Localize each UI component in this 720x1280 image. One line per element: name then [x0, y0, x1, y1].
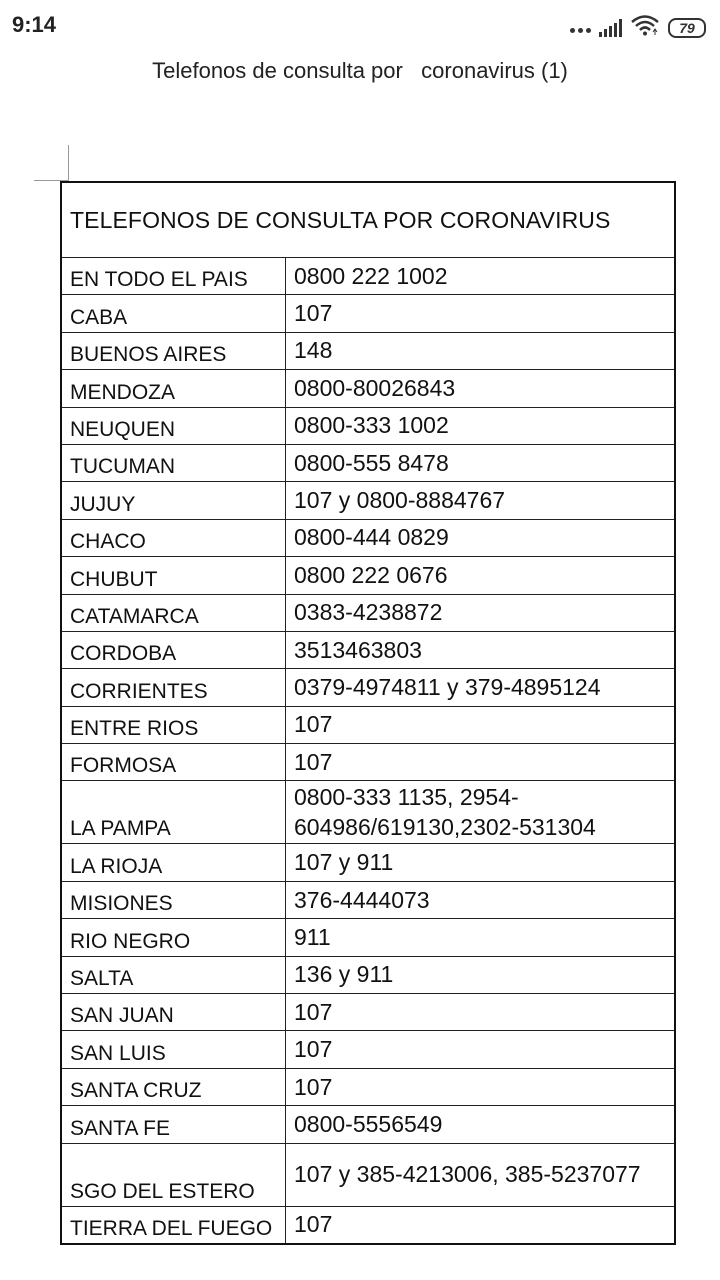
phone-cell: 0800-333 1135, 2954-604986/619130,2302-531304	[294, 783, 596, 840]
table-row	[62, 520, 674, 557]
battery-icon	[668, 18, 706, 38]
phone-cell: 0800-444 0829	[294, 524, 449, 551]
phone-cell: 107	[294, 711, 333, 738]
table-row	[62, 957, 674, 994]
province-cell: CHUBUT	[62, 557, 286, 593]
province-cell: SAN LUIS	[62, 1031, 286, 1067]
province-cell: MENDOZA	[62, 370, 286, 406]
table-row	[62, 258, 674, 295]
phone-cell: 0383-4238872	[294, 599, 443, 626]
province-cell: SAN JUAN	[62, 994, 286, 1030]
table-row	[62, 781, 674, 844]
signal-icon	[599, 19, 622, 37]
province-cell: CORRIENTES	[62, 669, 286, 705]
phone-cell: 107	[294, 300, 333, 327]
table-row	[62, 557, 674, 594]
table-row	[62, 445, 674, 482]
table-row	[62, 1106, 674, 1143]
phone-cell: 107	[294, 1073, 333, 1100]
province-cell: TUCUMAN	[62, 445, 286, 481]
battery-level: 79	[679, 19, 695, 36]
phone-cell: 107	[294, 748, 333, 775]
province-cell: FORMOSA	[62, 744, 286, 780]
province-cell: CATAMARCA	[62, 595, 286, 631]
province-cell: LA PAMPA	[62, 781, 286, 843]
phone-cell: 136 y 911	[294, 961, 394, 988]
phone-cell: 911	[294, 923, 331, 950]
phone-cell: 0800-80026843	[294, 374, 456, 401]
crop-mark-vertical	[68, 145, 69, 181]
phone-cell: 0800 222 0676	[294, 561, 448, 588]
phone-cell: 107 y 385-4213006, 385-5237077	[294, 1161, 641, 1188]
phone-cell: 0800 222 1002	[294, 262, 448, 289]
table-row	[62, 669, 674, 706]
table-row	[62, 707, 674, 744]
province-cell: JUJUY	[62, 482, 286, 518]
table-row	[62, 1144, 674, 1207]
table-body	[62, 258, 674, 1243]
table-row	[62, 408, 674, 445]
table-row	[62, 595, 674, 632]
document-title: Telefonos de consulta por coronavirus (1)	[152, 58, 568, 83]
phone-cell: 0800-333 1002	[294, 412, 449, 439]
status-bar	[0, 0, 720, 52]
table-row	[62, 882, 674, 919]
province-cell: TIERRA DEL FUEGO	[62, 1207, 286, 1243]
phone-cell: 107 y 0800-8884767	[294, 487, 506, 514]
province-cell: SANTA CRUZ	[62, 1069, 286, 1105]
province-cell: ENTRE RIOS	[62, 707, 286, 743]
table-row	[62, 1207, 674, 1243]
phone-cell: 107	[294, 1036, 333, 1063]
status-time: 9:14	[12, 12, 57, 37]
province-cell: CABA	[62, 295, 286, 331]
province-cell: SGO DEL ESTERO	[62, 1144, 286, 1206]
phone-cell: 376-4444073	[294, 886, 430, 913]
province-cell: BUENOS AIRES	[62, 333, 286, 369]
table-row	[62, 370, 674, 407]
phone-cell: 0800-5556549	[294, 1110, 443, 1137]
more-dots-icon	[570, 28, 591, 33]
province-cell: CHACO	[62, 520, 286, 556]
province-cell: EN TODO EL PAIS	[62, 258, 286, 294]
phone-cell: 0800-555 8478	[294, 449, 449, 476]
table-row	[62, 333, 674, 370]
phone-cell: 107	[294, 1211, 333, 1238]
province-cell: SANTA FE	[62, 1106, 286, 1142]
table-row	[62, 744, 674, 781]
phone-cell: 148	[294, 337, 333, 364]
province-cell: MISIONES	[62, 882, 286, 918]
table-row	[62, 919, 674, 956]
table-row	[62, 632, 674, 669]
table-header: TELEFONOS DE CONSULTA POR CORONAVIRUS	[62, 183, 674, 258]
phone-table	[60, 181, 676, 1245]
table-row	[62, 1031, 674, 1068]
province-cell: RIO NEGRO	[62, 919, 286, 955]
province-cell: NEUQUEN	[62, 408, 286, 444]
province-cell: SALTA	[62, 957, 286, 993]
phone-cell: 3513463803	[294, 636, 422, 663]
status-icons	[570, 14, 706, 41]
table-row	[62, 1069, 674, 1106]
table-row	[62, 295, 674, 332]
phone-cell: 0379-4974811 y 379-4895124	[294, 673, 601, 700]
phone-cell: 107	[294, 998, 333, 1025]
table-row	[62, 482, 674, 519]
province-cell: CORDOBA	[62, 632, 286, 668]
province-cell: LA RIOJA	[62, 844, 286, 880]
table-row	[62, 844, 674, 881]
phone-cell: 107 y 911	[294, 849, 394, 876]
table-row	[62, 994, 674, 1031]
wifi-icon	[630, 14, 660, 41]
